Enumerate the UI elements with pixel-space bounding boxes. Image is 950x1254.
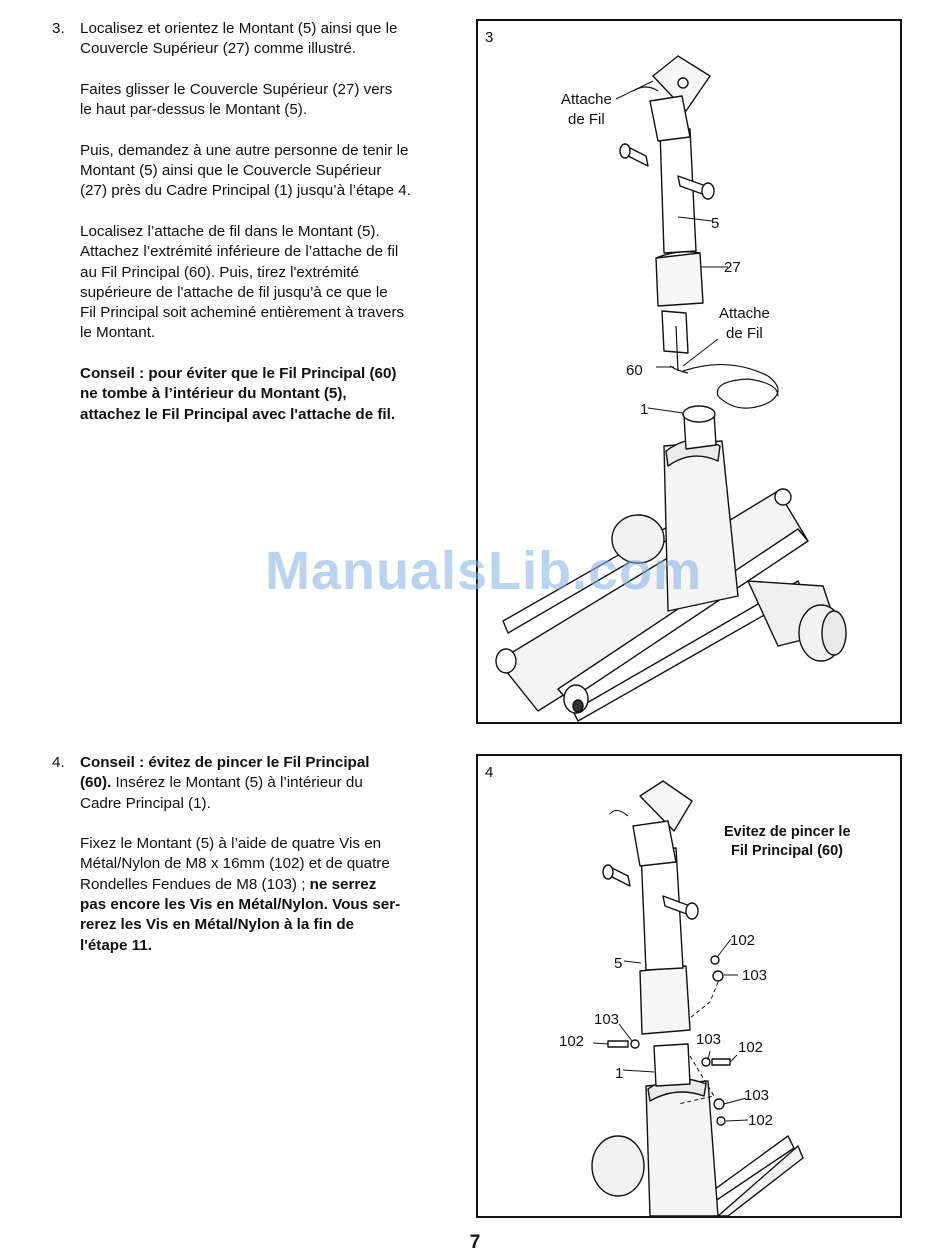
callout-part-1: 1 — [640, 401, 649, 418]
step-4-paragraph-1: Conseil : évitez de pincer le Fil Principal (60). Insérez le Montant (5) à l’intérieur du Cadre Principal (1). — [80, 754, 370, 812]
step-4-instructions — [52, 753, 452, 976]
figure-step-4 — [476, 754, 902, 1218]
callout-part-27: 27 — [724, 259, 741, 276]
step-4-paragraph-2: Fixez le Montant (5) à l’aide de quatre Vis en Métal/Nylon de M8 x 16mm (102) et de quatre Rondelles Fendues de M8 (103) ; ne serrez pas encore les Vis en Métal/Nylon. Vous ser- rerez les Vis en Métal/Nylon à la fin de l'étape 11. — [80, 835, 401, 954]
callout-part-60: 60 — [626, 362, 643, 379]
watermark: ManualsLib.com — [265, 541, 703, 601]
callout-part-103: 103 — [696, 1031, 722, 1048]
callout-part-103: 103 — [744, 1087, 770, 1104]
callout-part-102: 102 — [559, 1033, 585, 1050]
step-label: 4 — [485, 764, 494, 781]
step-3-paragraph-4: Localisez l’attache de fil dans le Montant (5). Attachez l’extrémité inférieure de l’attache de fil au Fil Principal (60). Puis, tirez l'extrémité supérieure de l'attache de fil jusqu’à ce que le Fil Principal soit acheminé entièrement à travers le Montant. — [80, 222, 405, 342]
callout-part-102: 102 — [748, 1112, 774, 1129]
figure-step-3 — [476, 19, 902, 724]
callout-wire-tie-mid: Attache — [719, 305, 770, 322]
page-number: 7 — [469, 1232, 481, 1253]
warning-note: Evitez de pincer le — [724, 824, 851, 840]
callout-part-103: 103 — [742, 967, 768, 984]
callout-wire-tie-top: Attache — [561, 91, 612, 108]
step-label: 3 — [485, 29, 494, 46]
step-3-instructions — [52, 19, 452, 445]
upright-fastening-illustration — [478, 756, 900, 1216]
callout-part-103: 103 — [594, 1011, 620, 1028]
callout-part-102: 102 — [730, 932, 756, 949]
upright-assembly-illustration — [478, 21, 900, 722]
callout-part-102: 102 — [738, 1039, 764, 1056]
callout-part-1: 1 — [615, 1065, 624, 1082]
step-3-paragraph-1: Localisez et orientez le Montant (5) ainsi que le Couvercle Supérieur (27) comme illustré. — [80, 20, 398, 58]
step-number: 4. — [52, 754, 65, 771]
callout-wire-tie-mid-line-2: de Fil — [726, 325, 763, 342]
step-3-paragraph-3: Puis, demandez à une autre personne de tenir le Montant (5) ainsi que le Couvercle Supérieur (27) près du Cadre Principal (1) jusqu’à l’étape 4. — [80, 141, 411, 200]
callout-part-5: 5 — [614, 955, 623, 972]
callout-wire-tie-top-line-2: de Fil — [568, 111, 605, 128]
step-3-paragraph-2: Faites glisser le Couvercle Supérieur (27) vers le haut par-dessus le Montant (5). — [80, 80, 393, 119]
step-number: 3. — [52, 20, 65, 37]
callout-part-5: 5 — [711, 215, 720, 232]
warning-note-line-2: Fil Principal (60) — [731, 843, 843, 859]
step-3-tip: Conseil : pour éviter que le Fil Principal (60) ne tombe à l’intérieur du Montant (5), attachez le Fil Principal avec l'attache de fil. — [80, 365, 397, 423]
